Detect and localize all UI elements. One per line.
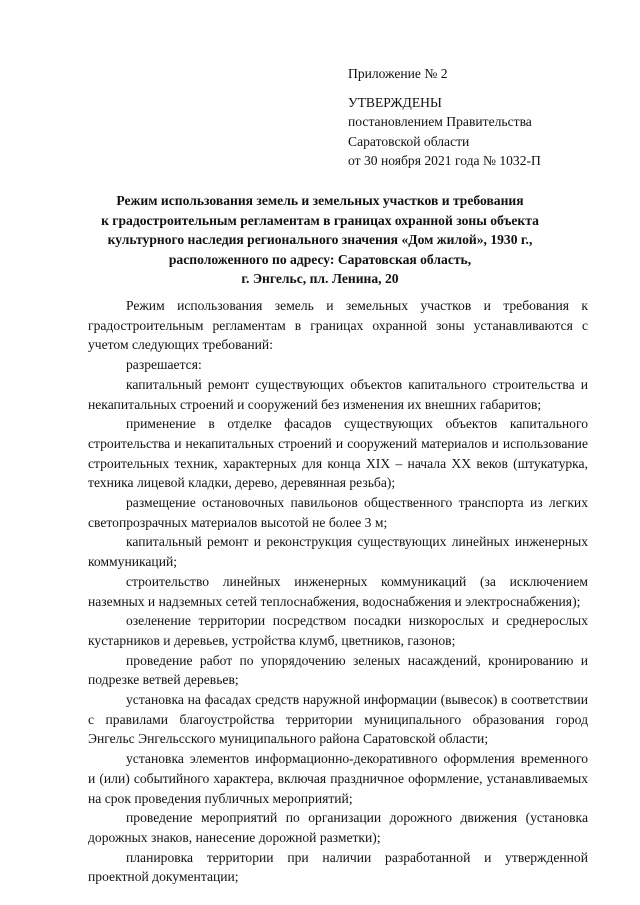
approved-label: УТВЕРЖДЕНЫ <box>348 94 442 110</box>
list-item: озеленение территории посредством посадки низкорослых и среднерослых кустарников и деревьев, устройства клумб, цветников, газонов; <box>88 613 588 648</box>
approval-line-1: постановлением Правительства <box>348 114 532 129</box>
title-line-2: к градостроительным регламентам в границах охранной зоны объекта <box>101 212 539 228</box>
list-item: капитальный ремонт существующих объектов капитального строительства и некапитальных строений и сооружений без изменения их внешних габаритов; <box>88 376 588 412</box>
list-item: применение в отделке фасадов существующих объектов капитального строительства и некапитальных строений и сооружений материалов и использование строительных техник, характерных для конца XIX – начала XX веков (штукатурка, техника лицевой кладки, дерево, деревянная резьба); <box>88 416 588 491</box>
approval-block <box>348 64 628 171</box>
list-item: строительство линейных инженерных коммуникаций (за исключением наземных и надземных сетей теплоснабжения, водоснабжения и электроснабжения); <box>88 573 588 609</box>
title-line-3: культурного наследия регионального значения «Дом жилой», 1930 г., <box>107 232 533 247</box>
title-line-5: г. Энгельс, пл. Ленина, 20 <box>241 271 399 286</box>
list-item: проведение мероприятий по организации дорожного движения (установка дорожных знаков, нанесение дорожной разметки); <box>88 810 588 845</box>
document-body <box>88 296 588 887</box>
list-item: установка элементов информационно-декоративного оформления временного и (или) событийного характера, включая праздничное оформление, устанавливаемых на срок проведения публичных мероприятий; <box>88 751 588 806</box>
list-item: капитальный ремонт и реконструкция существующих линейных инженерных коммуникаций; <box>88 534 588 570</box>
appendix-number: Приложение № 2 <box>348 66 448 81</box>
approval-line-3: от 30 ноября 2021 года № 1032-П <box>348 153 541 168</box>
list-item: размещение остановочных павильонов общественного транспорта из легких светопрозрачных материалов высотой не более 3 м; <box>88 495 588 530</box>
document-title <box>60 191 580 289</box>
allowed-label: разрешается: <box>126 357 202 373</box>
approval-line-2: Саратовской области <box>348 133 470 149</box>
list-item: проведение работ по упорядочению зеленых насаждений, кронированию и подрезке ветвей деревьев; <box>88 652 588 688</box>
list-item: планировка территории при наличии разработанной и утвержденной проектной документации; <box>88 849 588 885</box>
title-line-4: расположенного по адресу: Саратовская область, <box>168 251 472 267</box>
title-line-1: Режим использования земель и земельных участков и требования <box>116 193 524 208</box>
intro-paragraph: Режим использования земель и земельных участков и требования к градостроительным регламентам в границах охранной зоны устанавливаются с учетом следующих требований: <box>88 298 588 353</box>
list-item: установка на фасадах средств наружной информации (вывесок) в соответствии с правилами благоустройства территории муниципального образования город Энгельс Энгельсского муниципального района Саратовской области; <box>88 692 588 747</box>
